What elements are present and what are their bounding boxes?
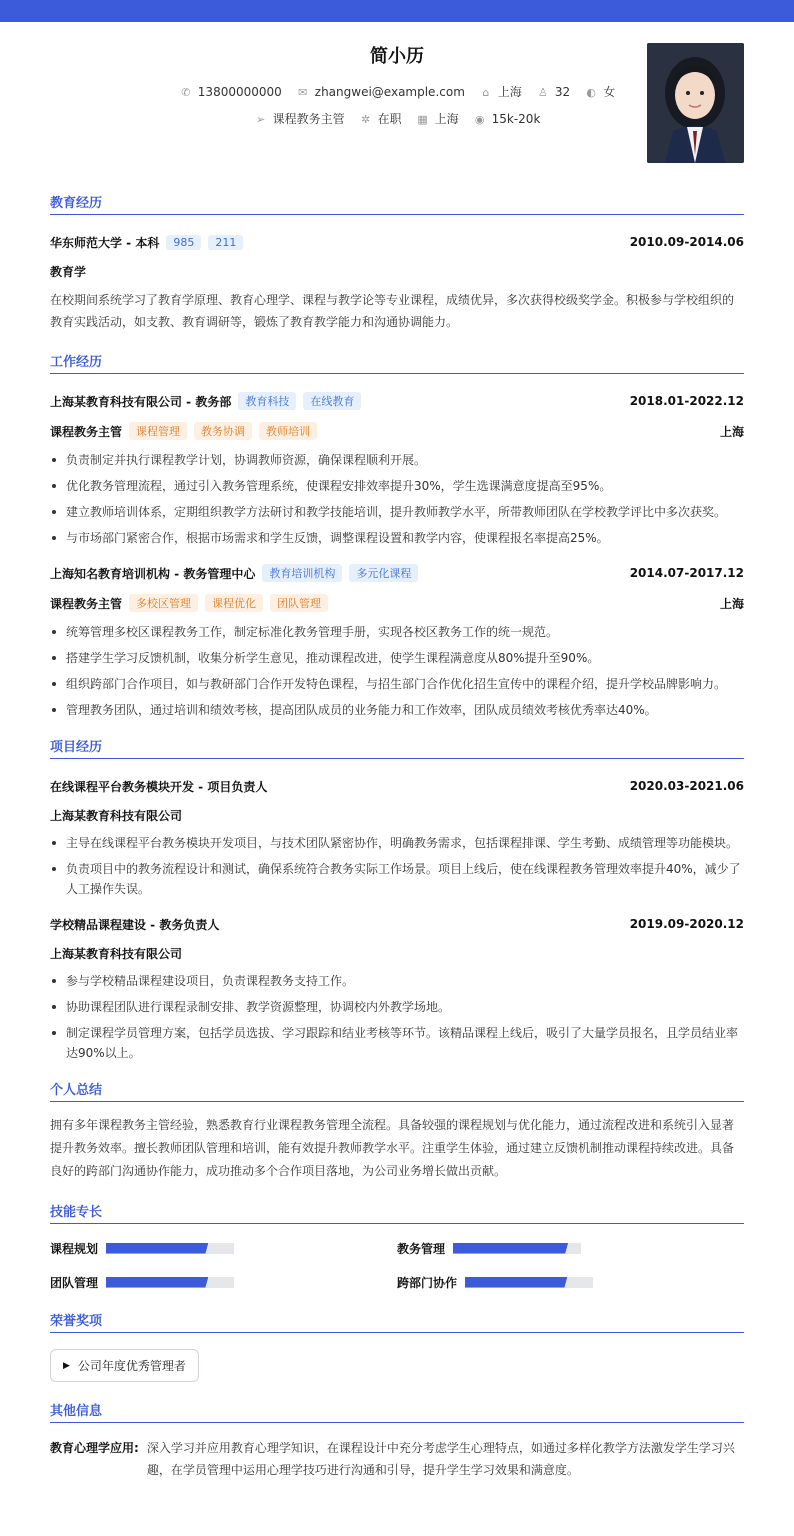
other-info-row <box>50 1437 744 1481</box>
skill-bar <box>453 1243 581 1254</box>
profile-photo-illustration <box>647 43 744 163</box>
list-item: 建立教师培训体系，定期组织教学方法研讨和教学技能培训，提升教师教学水平，所带教师团队在学校教学评比中多次获奖。 <box>50 502 744 522</box>
education-school <box>50 234 243 251</box>
profile-photo <box>647 43 744 163</box>
work-role <box>50 422 317 440</box>
other-info-label: 教育心理学应用: <box>50 1441 139 1455</box>
role-name: 课程教务主管 <box>50 424 123 439</box>
contact-item <box>296 85 465 99</box>
contact-item <box>584 83 615 100</box>
work-date: 2014.07-2017.12 <box>629 566 744 580</box>
status-icon: ✲ <box>360 113 371 126</box>
top-accent-bar <box>0 0 794 22</box>
project-name: 在线课程平台教务模块开发 - 项目负责人 <box>50 779 268 794</box>
skill-bar <box>465 1277 593 1288</box>
list-item: 统筹管理多校区课程教务工作，制定标准化教务管理手册，实现各校区教务工作的统一规范。 <box>50 622 744 642</box>
project-entry-head <box>50 775 744 797</box>
list-item: 参与学校精品课程建设项目，负责课程教务支持工作。 <box>50 971 744 991</box>
skills-section <box>50 1201 744 1292</box>
work-city: 上海 <box>719 596 744 611</box>
contact-text: 上海 <box>497 85 522 99</box>
contact-text: 15k-20k <box>491 112 541 126</box>
contact-item <box>179 85 282 99</box>
skill-bar <box>106 1277 234 1288</box>
list-item: 制定课程学员管理方案，包括学员选拔、学习跟踪和结业考核等环节。该精品课程上线后，吸引了大量学员报名，且学员结业率达90%以上。 <box>50 1023 744 1063</box>
age-icon: ♙ <box>537 86 548 99</box>
company-name: 上海知名教育培训机构 - 教务管理中心 <box>50 566 256 581</box>
list-item: 主导在线课程平台教务模块开发项目，与技术团队紧密协作，明确教务需求，包括课程排课、学生考勤、成绩管理等功能模块。 <box>50 833 744 853</box>
contact-item <box>416 110 459 127</box>
role-name: 课程教务主管 <box>50 596 123 611</box>
work-role-row <box>50 592 744 614</box>
contact-text: 在职 <box>377 112 402 126</box>
work-entry <box>50 562 744 720</box>
work-bullets <box>50 450 744 548</box>
project-entry-head <box>50 913 744 935</box>
project-org: 上海某教育科技有限公司 <box>50 809 183 823</box>
role-tag: 团队管理 <box>270 594 328 612</box>
list-item: 优化教务管理流程，通过引入教务管理系统，使课程安排效率提升30%，学生选课满意度提高至95%。 <box>50 476 744 496</box>
projects-section <box>50 736 744 1063</box>
section-title-education: 教育经历 <box>50 192 744 215</box>
work-date: 2018.01-2022.12 <box>629 394 744 408</box>
building-icon: ▦ <box>417 113 428 126</box>
section-title-skills: 技能专长 <box>50 1201 744 1224</box>
skill-name: 教务管理 <box>397 1241 446 1256</box>
salary-icon: ◉ <box>474 113 485 126</box>
home-icon: ⌂ <box>482 86 490 99</box>
contact-item <box>479 83 522 100</box>
contact-row-2 <box>50 110 744 127</box>
project-bullets <box>50 971 744 1063</box>
education-major: 教育学 <box>50 265 87 279</box>
contact-text: zhangwei@example.com <box>314 85 465 99</box>
education-section <box>50 192 744 333</box>
candidate-name: 简小历 <box>370 46 424 67</box>
company-name: 上海某教育科技有限公司 - 教务部 <box>50 394 232 409</box>
project-entry <box>50 775 744 899</box>
awards-section <box>50 1310 744 1382</box>
education-date: 2010.09-2014.06 <box>629 235 744 249</box>
section-title-work: 工作经历 <box>50 351 744 374</box>
section-title-other: 其他信息 <box>50 1400 744 1423</box>
education-description: 在校期间系统学习了教育学原理、教育心理学、课程与教学论等专业课程，成绩优异，多次获得校级奖学金。积极参与学校组织的教育实践活动，如支教、教育调研等，锻炼了教育教学能力和沟通协调能力。 <box>50 293 735 329</box>
skill-bar-fill <box>106 1277 208 1288</box>
contact-item <box>473 112 541 126</box>
skill-bar-fill <box>465 1277 567 1288</box>
skill-bar-fill <box>106 1243 208 1254</box>
list-item: 负责项目中的教务流程设计和测试，确保系统符合教务实际工作场景。项目上线后，使在线课程教务管理效率提升40%，减少了人工操作失误。 <box>50 859 744 899</box>
project-org: 上海某教育科技有限公司 <box>50 947 183 961</box>
project-name: 学校精品课程建设 - 教务负责人 <box>50 917 220 932</box>
contact-item <box>254 110 345 127</box>
skill-bar <box>106 1243 234 1254</box>
contact-text: 女 <box>603 85 616 99</box>
work-company <box>50 392 361 410</box>
list-item: 搭建学生学习反馈机制，收集分析学生意见，推动课程改进，使学生课程满意度从80%提升至90%。 <box>50 648 744 668</box>
summary-section <box>50 1079 744 1183</box>
play-triangle-icon: ▶ <box>63 1360 70 1371</box>
skill-name: 课程规划 <box>50 1241 99 1256</box>
section-title-projects: 项目经历 <box>50 736 744 759</box>
award-label: 公司年度优秀管理者 <box>77 1359 186 1373</box>
skill-bar-fill <box>453 1243 568 1254</box>
contact-text: 32 <box>554 85 571 99</box>
role-tag: 教师培训 <box>259 422 317 440</box>
skill-name: 跨部门协作 <box>397 1275 458 1290</box>
tag-985: 985 <box>166 235 201 250</box>
role-tag: 课程管理 <box>129 422 187 440</box>
project-bullets <box>50 833 744 899</box>
list-item: 负责制定并执行课程教学计划，协调教师资源，确保课程顺利开展。 <box>50 450 744 470</box>
skill-item <box>397 1272 744 1292</box>
work-role-row <box>50 420 744 442</box>
project-date: 2020.03-2021.06 <box>629 779 744 793</box>
other-section <box>50 1400 744 1481</box>
work-section <box>50 351 744 720</box>
contact-text: 13800000000 <box>197 85 282 99</box>
contact-text: 课程教务主管 <box>272 112 345 126</box>
company-tag: 教育培训机构 <box>262 564 342 582</box>
skills-grid <box>50 1238 744 1292</box>
company-tag: 在线教育 <box>303 392 361 410</box>
mail-icon: ✉ <box>298 86 308 99</box>
skill-item <box>397 1238 744 1258</box>
summary-text: 拥有多年课程教务主管经验，熟悉教育行业课程教务管理全流程。具备较强的课程规划与优化能力，通过流程改进和系统引入显著提升教务效率。擅长教师团队管理和培训，能有效提升教师教学水平。注重学生体验，通过建立反馈机制推动课程持续改进。具备良好的跨部门沟通协作能力，成功推动多个合作项目落地，为公司业务增长做出贡献。 <box>50 1118 735 1178</box>
award-item[interactable] <box>50 1349 199 1382</box>
work-city: 上海 <box>719 424 744 439</box>
work-entry-head <box>50 390 744 412</box>
list-item: 组织跨部门合作项目，如与教研部门合作开发特色课程，与招生部门合作优化招生宣传中的课程介绍，提升学校品牌影响力。 <box>50 674 744 694</box>
section-title-awards: 荣誉奖项 <box>50 1310 744 1333</box>
skill-item <box>50 1238 397 1258</box>
role-tag: 多校区管理 <box>129 594 198 612</box>
send-icon: ➢ <box>255 113 266 126</box>
work-entry <box>50 390 744 548</box>
work-entry-head <box>50 562 744 584</box>
work-role <box>50 594 328 612</box>
list-item: 协助课程团队进行课程录制安排、教学资源整理，协调校内外教学场地。 <box>50 997 744 1017</box>
contact-row-1 <box>50 83 744 100</box>
list-item: 与市场部门紧密合作，根据市场需求和学生反馈，调整课程设置和教学内容，使课程报名率提高25%。 <box>50 528 744 548</box>
education-entry-head <box>50 231 744 253</box>
contact-text: 上海 <box>434 112 459 126</box>
company-tag: 教育科技 <box>238 392 296 410</box>
skill-item <box>50 1272 397 1292</box>
section-title-summary: 个人总结 <box>50 1079 744 1102</box>
school-name: 华东师范大学 - 本科 <box>50 235 160 250</box>
resume-header <box>50 22 744 192</box>
resume-page <box>0 22 794 1481</box>
role-tag: 教务协调 <box>194 422 252 440</box>
project-date: 2019.09-2020.12 <box>629 917 744 931</box>
other-info-text: 深入学习并应用教育心理学知识，在课程设计中充分考虑学生心理特点，如通过多样化教学方法激发学生学习兴趣，在学员管理中运用心理学技巧进行沟通和引导，提升学生学习效果和满意度。 <box>146 1441 735 1477</box>
skill-name: 团队管理 <box>50 1275 99 1290</box>
contact-item <box>359 110 402 127</box>
tag-211: 211 <box>208 235 243 250</box>
list-item: 管理教务团队，通过培训和绩效考核，提高团队成员的业务能力和工作效率，团队成员绩效考核优秀率达40%。 <box>50 700 744 720</box>
company-tag: 多元化课程 <box>349 564 418 582</box>
work-bullets <box>50 622 744 720</box>
gender-icon: ◐ <box>586 86 596 99</box>
phone-icon: ✆ <box>181 86 191 99</box>
contact-item <box>536 85 570 99</box>
project-entry <box>50 913 744 1063</box>
role-tag: 课程优化 <box>205 594 263 612</box>
work-company <box>50 564 418 582</box>
